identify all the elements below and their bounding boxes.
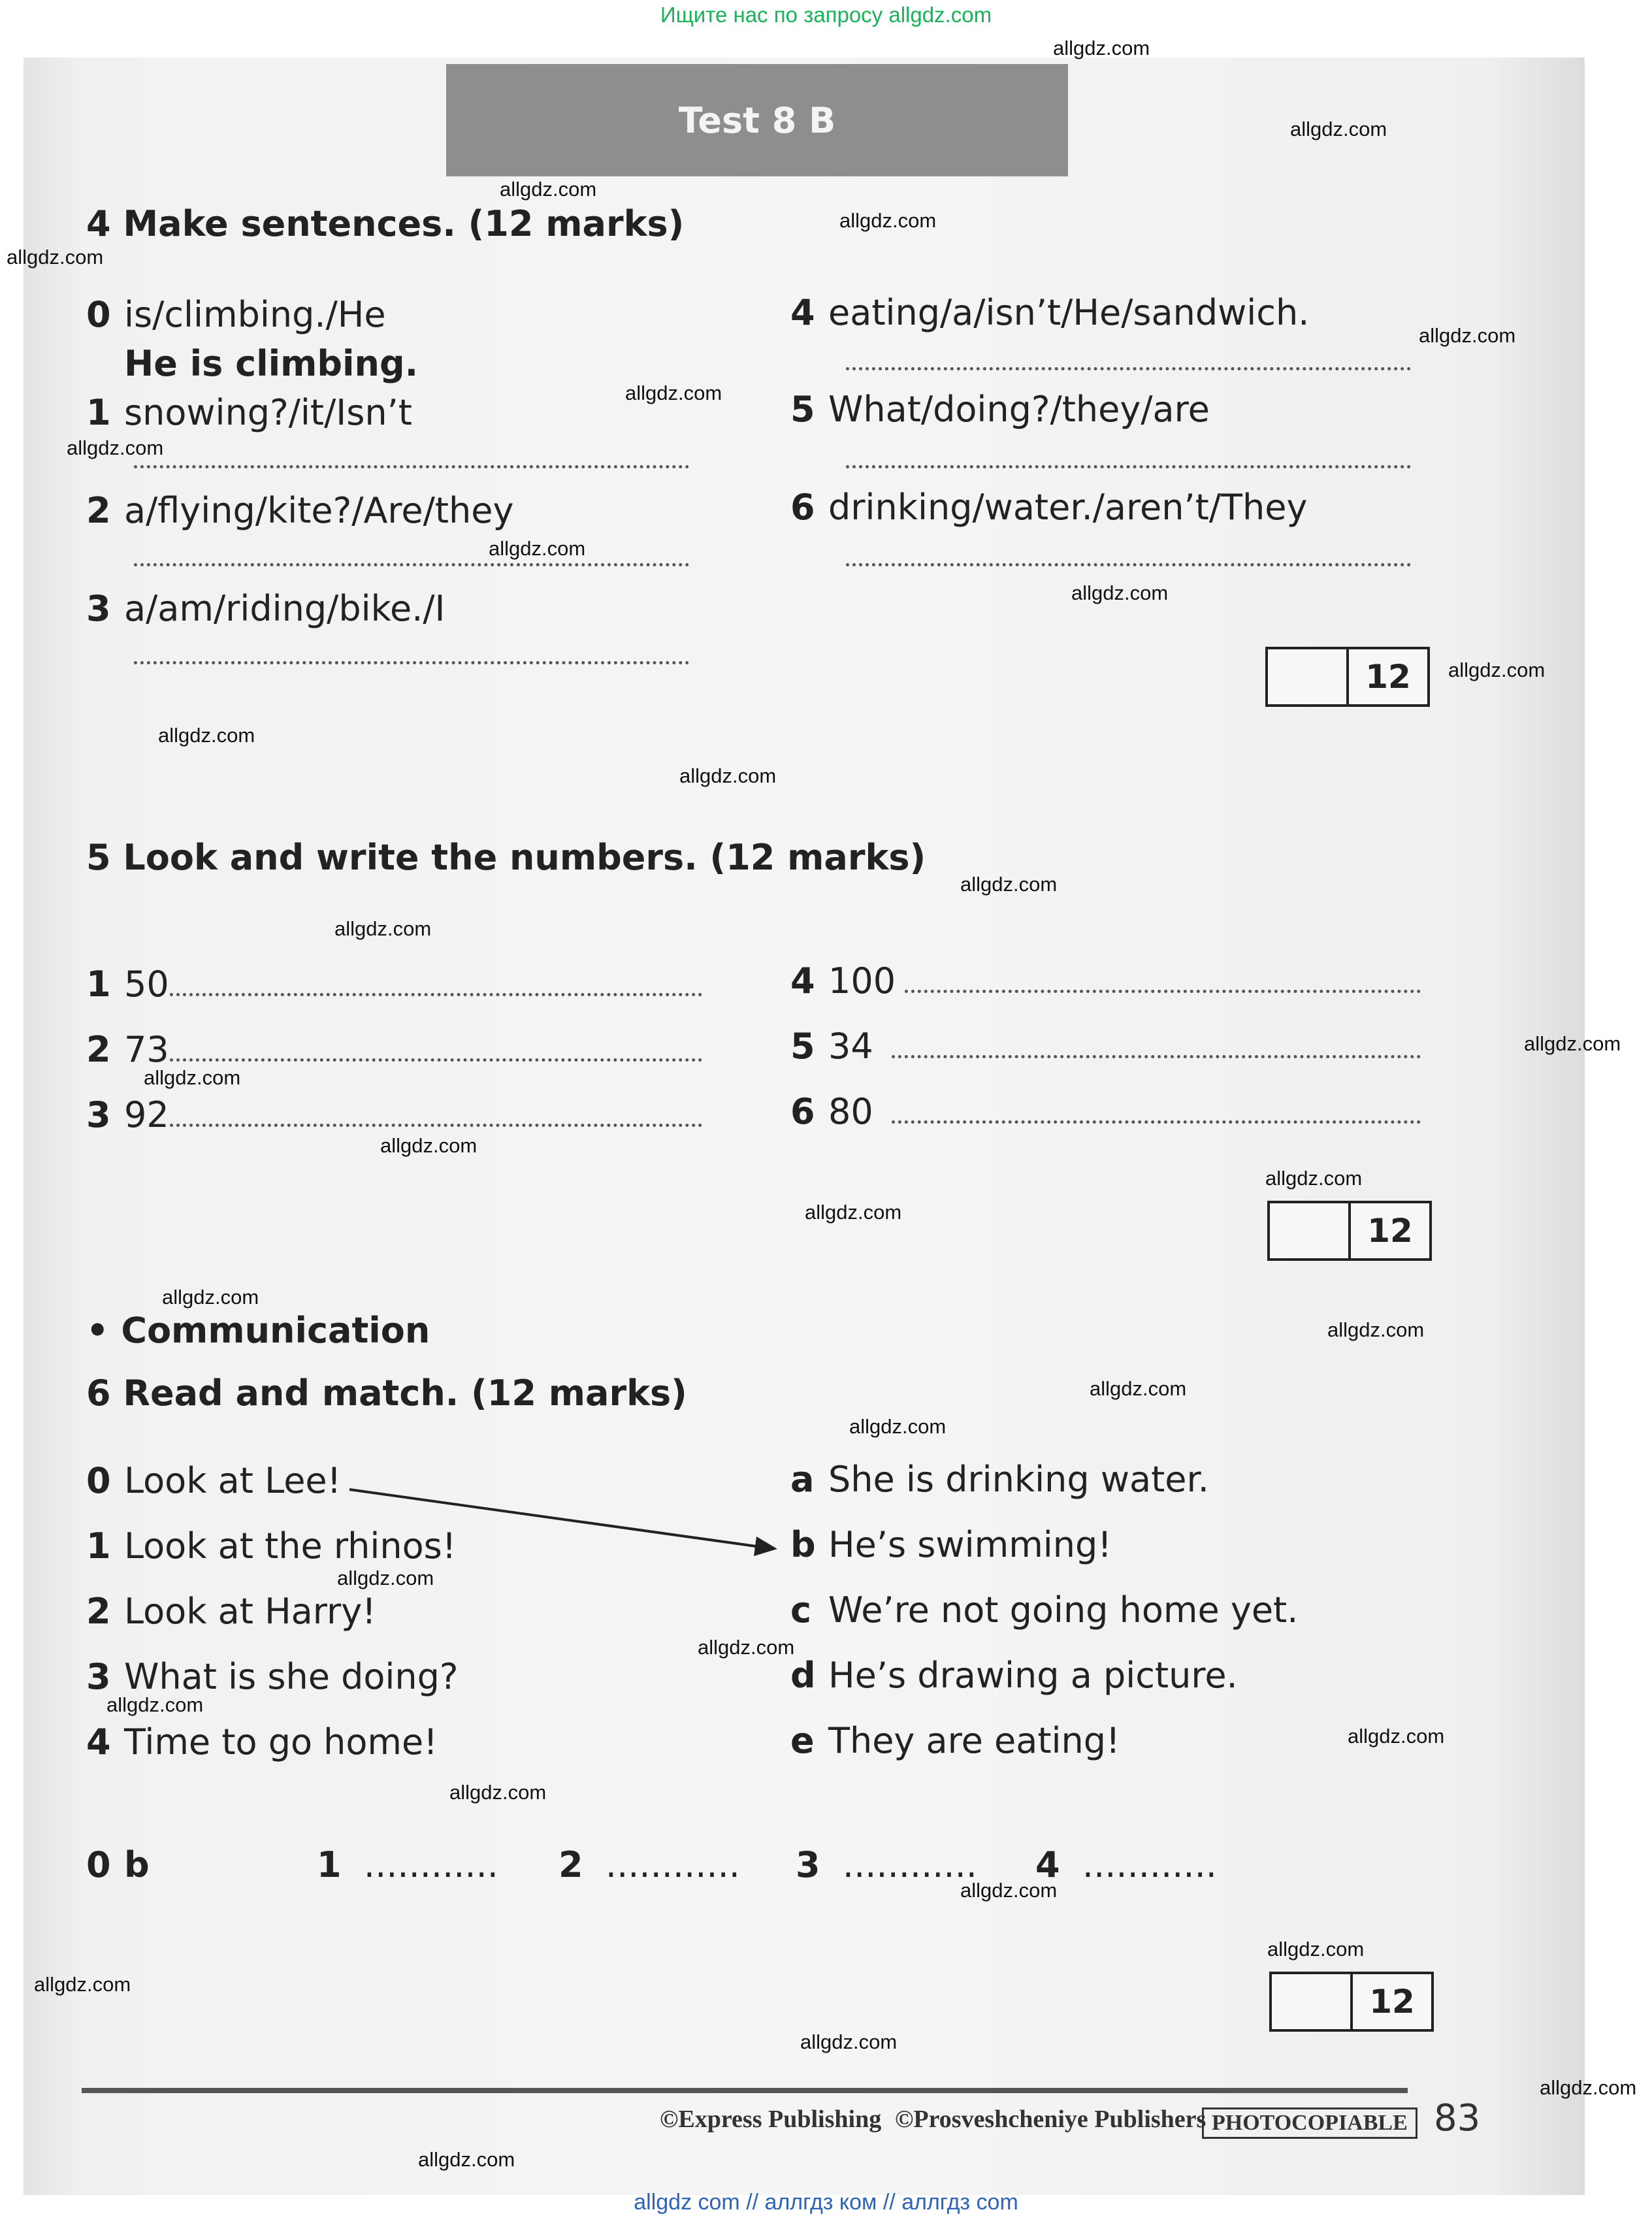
s5-item-6: 6 80 bbox=[790, 1091, 873, 1132]
communication-heading: • Communication bbox=[86, 1310, 430, 1351]
s6-right-d: d He’s drawing a picture. bbox=[790, 1655, 1238, 1696]
watermark: allgdz.com bbox=[960, 1879, 1058, 1902]
s6-answer-2[interactable]: 2 ............ bbox=[559, 1844, 740, 1885]
page-number: 83 bbox=[1434, 2097, 1481, 2140]
watermark: allgdz.com bbox=[7, 246, 104, 268]
watermark: allgdz.com bbox=[1540, 2076, 1637, 2099]
s4-item-3: 3 a/am/riding/bike./I bbox=[86, 588, 445, 629]
watermark: allgdz.com bbox=[1267, 1938, 1365, 1961]
watermark: allgdz.com bbox=[34, 1973, 131, 1996]
s4-item-4: 4 eating/a/isn’t/He/sandwich. bbox=[790, 292, 1310, 333]
s6-right-c: c We’re not going home yet. bbox=[790, 1589, 1299, 1631]
score-box-section-5: 12 bbox=[1267, 1201, 1432, 1261]
watermark: allgdz.com bbox=[1524, 1032, 1621, 1055]
arrow-head bbox=[754, 1537, 777, 1556]
s6-left-4: 4 Time to go home! bbox=[86, 1721, 438, 1763]
watermark: allgdz.com bbox=[805, 1201, 902, 1224]
watermark: allgdz.com bbox=[1071, 581, 1169, 604]
publisher-1: ©Express Publishing bbox=[660, 2106, 882, 2133]
score-box-section-4: 12 bbox=[1265, 647, 1430, 707]
s4-item-2: 2 a/flying/kite?/Are/they bbox=[86, 490, 514, 531]
watermark: allgdz.com bbox=[960, 873, 1058, 896]
s6-right-e: e They are eating! bbox=[790, 1720, 1120, 1761]
s4-item-0: 0 is/climbing./He bbox=[86, 294, 386, 335]
watermark: allgdz.com bbox=[162, 1286, 259, 1309]
watermark: allgdz.com bbox=[418, 2148, 515, 2171]
watermark: allgdz.com bbox=[625, 382, 722, 404]
watermark: allgdz.com bbox=[500, 178, 597, 201]
s4-item-1: 1 snowing?/it/Isn’t bbox=[86, 392, 412, 433]
watermark: allgdz.com bbox=[1290, 118, 1387, 140]
watermark: allgdz.com bbox=[489, 537, 586, 560]
watermark: allgdz.com bbox=[144, 1066, 241, 1089]
watermark: allgdz.com bbox=[1327, 1318, 1425, 1341]
photocopiable-label: PHOTOCOPIABLE bbox=[1202, 2107, 1417, 2139]
s5-item-3: 3 92 bbox=[86, 1094, 169, 1135]
bottom-banner[interactable]: allgdz com // аллгдз ком // аллгдз com bbox=[634, 2190, 1018, 2215]
publisher-2: ©Prosveshcheniye Publishers bbox=[895, 2106, 1207, 2133]
s6-left-1: 1 Look at the rhinos! bbox=[86, 1525, 457, 1567]
top-banner[interactable]: Ищите нас по запросу allgdz.com bbox=[660, 3, 992, 27]
watermark: allgdz.com bbox=[1053, 37, 1150, 59]
test-title: Test 8 B bbox=[446, 64, 1068, 176]
s6-right-a: a She is drinking water. bbox=[790, 1459, 1209, 1500]
watermark: allgdz.com bbox=[337, 1567, 434, 1589]
score-blank[interactable] bbox=[1272, 1974, 1353, 2029]
watermark: allgdz.com bbox=[839, 209, 937, 232]
arrow-line bbox=[349, 1489, 761, 1547]
s4-item-6: 6 drinking/water./aren’t/They bbox=[790, 487, 1308, 528]
score-box-section-6: 12 bbox=[1269, 1972, 1434, 2032]
watermark: allgdz.com bbox=[334, 917, 432, 940]
s5-item-4: 4 100 bbox=[790, 960, 896, 1001]
watermark: allgdz.com bbox=[1265, 1167, 1363, 1190]
watermark: allgdz.com bbox=[67, 436, 164, 459]
watermark: allgdz.com bbox=[849, 1415, 947, 1438]
s6-answer-3[interactable]: 3 ............ bbox=[796, 1844, 977, 1885]
s6-answer-4[interactable]: 4 ............ bbox=[1035, 1844, 1217, 1885]
s6-left-3: 3 What is she doing? bbox=[86, 1656, 459, 1697]
watermark: allgdz.com bbox=[1090, 1377, 1187, 1400]
s6-left-0: 0 Look at Lee! bbox=[86, 1460, 342, 1501]
watermark: allgdz.com bbox=[380, 1134, 478, 1157]
section-6-heading: 6 Read and match. (12 marks) bbox=[86, 1373, 687, 1414]
watermark: allgdz.com bbox=[1419, 324, 1516, 347]
s5-item-5: 5 34 bbox=[790, 1026, 873, 1067]
section-title: Make sentences. (12 marks) bbox=[123, 203, 685, 244]
s6-left-2: 2 Look at Harry! bbox=[86, 1591, 376, 1632]
section-5-heading: 5 Look and write the numbers. (12 marks) bbox=[86, 837, 926, 878]
watermark: allgdz.com bbox=[1448, 659, 1546, 681]
footer-rule bbox=[82, 2088, 1408, 2093]
watermark: allgdz.com bbox=[158, 724, 255, 747]
section-number: 4 bbox=[86, 203, 111, 244]
s4-example-answer: He is climbing. bbox=[124, 343, 419, 384]
s5-item-1: 1 50 bbox=[86, 964, 169, 1005]
watermark: allgdz.com bbox=[698, 1636, 795, 1659]
watermark: allgdz.com bbox=[1348, 1725, 1445, 1748]
watermark: allgdz.com bbox=[679, 764, 777, 787]
s5-item-2: 2 73 bbox=[86, 1029, 169, 1070]
watermark: allgdz.com bbox=[800, 2030, 898, 2053]
s4-item-5: 5 What/doing?/they/are bbox=[790, 389, 1210, 430]
s6-answer-0: 0 b bbox=[86, 1844, 150, 1885]
watermark: allgdz.com bbox=[449, 1781, 547, 1804]
s6-right-b: b He’s swimming! bbox=[790, 1524, 1112, 1565]
watermark: allgdz.com bbox=[106, 1693, 204, 1716]
s6-answer-1[interactable]: 1 ............ bbox=[317, 1844, 498, 1885]
